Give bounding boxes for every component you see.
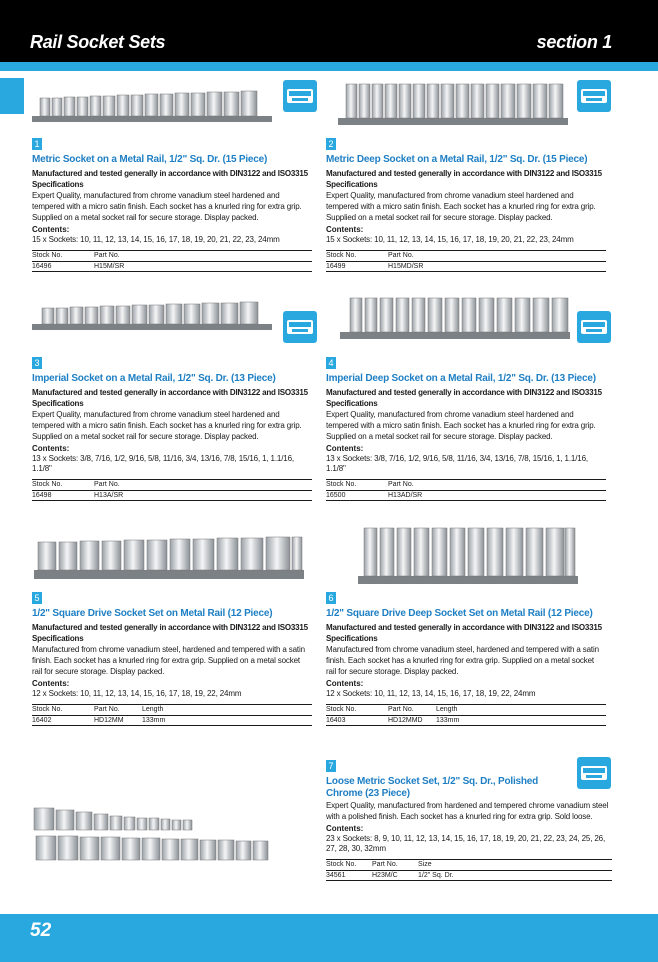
product-card — [32, 134, 312, 272]
col-stock: Stock No. — [326, 251, 388, 262]
product-card — [326, 756, 612, 881]
product-image-metric-deep-rail — [338, 78, 568, 130]
product-description: Expert Quality, manufactured from chrome vanadium steel hardened and tempered with a micro satin finish. Each socket has a knurled ring for extra grip. Supplied on a metal socket rail for secure storage. Display packed. — [32, 410, 302, 441]
product-contents: 12 x Sockets: 10, 11, 12, 13, 14, 15, 16, 17, 18, 19, 22, 24mm — [32, 689, 242, 698]
col-stock: Stock No. — [32, 705, 94, 716]
product-number: 2 — [326, 138, 336, 150]
page-header — [0, 0, 658, 62]
page-footer — [0, 914, 658, 962]
product-contents: 15 x Sockets: 10, 11, 12, 13, 14, 15, 16, 17, 18, 19, 20, 21, 22, 23, 24mm — [32, 235, 280, 244]
product-contents: 13 x Sockets: 3/8, 7/16, 1/2, 9/16, 5/8, 11/16, 3/4, 13/16, 7/8, 15/16, 1, 1.1/16, 1.1/8" — [32, 454, 294, 473]
col-part: Part No. — [94, 480, 312, 491]
col-stock: Stock No. — [326, 860, 372, 871]
product-description: Expert Quality, manufactured from hardened and tempered chrome vanadium steel with a polished finish. Each socket has a knurled ring for extra grip. Sold loose. — [326, 801, 609, 821]
spec-table — [326, 704, 606, 726]
part-number: H13A/SR — [94, 491, 312, 501]
product-image-square-drive-deep-rail — [358, 522, 578, 588]
spec-table — [326, 250, 606, 272]
col-part: Part No. — [388, 705, 436, 716]
stock-number: 16402 — [32, 716, 94, 726]
page-number: 52 — [30, 920, 52, 941]
stock-number: 16496 — [32, 262, 94, 272]
stock-number: 16500 — [326, 491, 388, 501]
length-value: 133mm — [436, 716, 606, 726]
product-image-loose-sockets — [30, 800, 302, 866]
product-spec: Manufactured and tested generally in accordance with DIN3122 and ISO3315 Specifications — [32, 623, 308, 643]
contents-heading: Contents: — [32, 679, 70, 688]
product-number: 6 — [326, 592, 336, 604]
part-number: H15M/SR — [94, 262, 312, 272]
col-size: Size — [418, 860, 612, 871]
length-value: 133mm — [142, 716, 312, 726]
side-tab — [0, 78, 24, 114]
spec-table — [32, 704, 312, 726]
product-title: Loose Metric Socket Set, 1/2" Sq. Dr., Polished Chrome (23 Piece) — [326, 776, 539, 799]
product-image-metric-rail — [32, 84, 272, 130]
product-description: Expert Quality, manufactured from chrome vanadium steel hardened and tempered with a micro satin finish. Each socket has a knurled ring for extra grip. Supplied on a metal socket rail for secure storage. Display packed. — [32, 191, 302, 222]
product-description: Manufactured from chrome vanadium steel, hardened and tempered with a satin finish. Each socket has a knurled ring for extra grip. Supplied on a metal socket rail for secure storage. Display packed. — [326, 645, 599, 676]
product-description: Manufactured from chrome vanadium steel, hardened and tempered with a satin finish. Each socket has a knurled ring for extra grip. Supplied on a metal socket rail for secure storage. Display packed. — [32, 645, 305, 676]
contents-heading: Contents: — [326, 824, 364, 833]
contents-heading: Contents: — [326, 679, 364, 688]
col-stock: Stock No. — [326, 705, 388, 716]
product-contents: 15 x Sockets: 10, 11, 12, 13, 14, 15, 16, 17, 18, 19, 20, 21, 22, 23, 24mm — [326, 235, 574, 244]
product-card — [32, 353, 312, 501]
product-title: Imperial Deep Socket on a Metal Rail, 1/2" Sq. Dr. (13 Piece) — [326, 373, 596, 384]
product-card — [326, 134, 606, 272]
draper-expert-logo — [283, 80, 317, 112]
product-spec: Manufactured and tested generally in accordance with DIN3122 and ISO3315 Specifications — [32, 169, 308, 189]
spec-table — [326, 479, 606, 501]
contents-heading: Contents: — [32, 444, 70, 453]
product-description: Expert Quality, manufactured from chrome vanadium steel hardened and tempered with a micro satin finish. Each socket has a knurled ring for extra grip. Supplied on a metal socket rail for secure storage. Display packed. — [326, 410, 596, 441]
col-stock: Stock No. — [32, 480, 94, 491]
product-title: 1/2" Square Drive Deep Socket Set on Metal Rail (12 Piece) — [326, 608, 593, 619]
draper-expert-logo — [577, 311, 611, 343]
product-number: 5 — [32, 592, 42, 604]
product-image-square-drive-rail — [34, 532, 304, 584]
product-title: 1/2" Square Drive Socket Set on Metal Rail (12 Piece) — [32, 608, 273, 619]
product-contents: 13 x Sockets: 3/8, 7/16, 1/2, 9/16, 5/8, 11/16, 3/4, 13/16, 7/8, 15/16, 1, 1.1/16, 1.1/8" — [326, 454, 588, 473]
product-spec: Manufactured and tested generally in accordance with DIN3122 and ISO3315 Specifications — [326, 388, 602, 408]
spec-table — [326, 859, 612, 881]
draper-expert-logo — [283, 311, 317, 343]
product-title: Metric Deep Socket on a Metal Rail, 1/2" Sq. Dr. (15 Piece) — [326, 154, 588, 165]
product-description: Expert Quality, manufactured from chrome vanadium steel hardened and tempered with a micro satin finish. Each socket has a knurled ring for extra grip. Supplied on a metal socket rail for secure storage. Display packed. — [326, 191, 596, 222]
col-stock: Stock No. — [326, 480, 388, 491]
col-part: Part No. — [388, 480, 606, 491]
product-image-imperial-deep-rail — [340, 294, 570, 344]
stock-number: 16499 — [326, 262, 388, 272]
header-stripe — [0, 62, 658, 71]
contents-heading: Contents: — [32, 225, 70, 234]
product-title: Metric Socket on a Metal Rail, 1/2" Sq. Dr. (15 Piece) — [32, 154, 268, 165]
product-spec: Manufactured and tested generally in accordance with DIN3122 and ISO3315 Specifications — [32, 388, 308, 408]
spec-table — [32, 479, 312, 501]
product-spec: Manufactured and tested generally in accordance with DIN3122 and ISO3315 Specifications — [326, 169, 602, 189]
product-spec: Manufactured and tested generally in accordance with DIN3122 and ISO3315 Specifications — [326, 623, 602, 643]
col-length: Length — [142, 705, 312, 716]
page-title: Rail Socket Sets — [30, 32, 166, 52]
product-contents: 23 x Sockets: 8, 9, 10, 11, 12, 13, 14, 15, 16, 17, 18, 19, 20, 21, 22, 23, 24, 25, 26, 27, 28, 30, 32mm — [326, 834, 606, 853]
stock-number: 16403 — [326, 716, 388, 726]
product-number: 1 — [32, 138, 42, 150]
product-card — [326, 588, 606, 726]
product-image-imperial-rail — [32, 298, 272, 338]
product-contents: 12 x Sockets: 10, 11, 12, 13, 14, 15, 16, 17, 18, 19, 22, 24mm — [326, 689, 536, 698]
contents-heading: Contents: — [326, 225, 364, 234]
stock-number: 16498 — [32, 491, 94, 501]
product-number: 4 — [326, 357, 336, 369]
col-part: Part No. — [388, 251, 606, 262]
part-number: H23M/C — [372, 871, 418, 881]
part-number: H13AD/SR — [388, 491, 606, 501]
stock-number: 34561 — [326, 871, 372, 881]
col-length: Length — [436, 705, 606, 716]
part-number: HD12MMD — [388, 716, 436, 726]
product-title: Imperial Socket on a Metal Rail, 1/2" Sq. Dr. (13 Piece) — [32, 373, 276, 384]
col-part: Part No. — [94, 705, 142, 716]
product-card — [326, 353, 606, 501]
part-number: H15MD/SR — [388, 262, 606, 272]
size-value: 1/2" Sq. Dr. — [418, 871, 612, 881]
col-part: Part No. — [94, 251, 312, 262]
draper-expert-logo — [577, 80, 611, 112]
product-number: 3 — [32, 357, 42, 369]
spec-table — [32, 250, 312, 272]
product-number: 7 — [326, 760, 336, 772]
col-part: Part No. — [372, 860, 418, 871]
product-card — [32, 588, 312, 726]
part-number: HD12MM — [94, 716, 142, 726]
col-stock: Stock No. — [32, 251, 94, 262]
section-label: section 1 — [536, 32, 612, 52]
contents-heading: Contents: — [326, 444, 364, 453]
